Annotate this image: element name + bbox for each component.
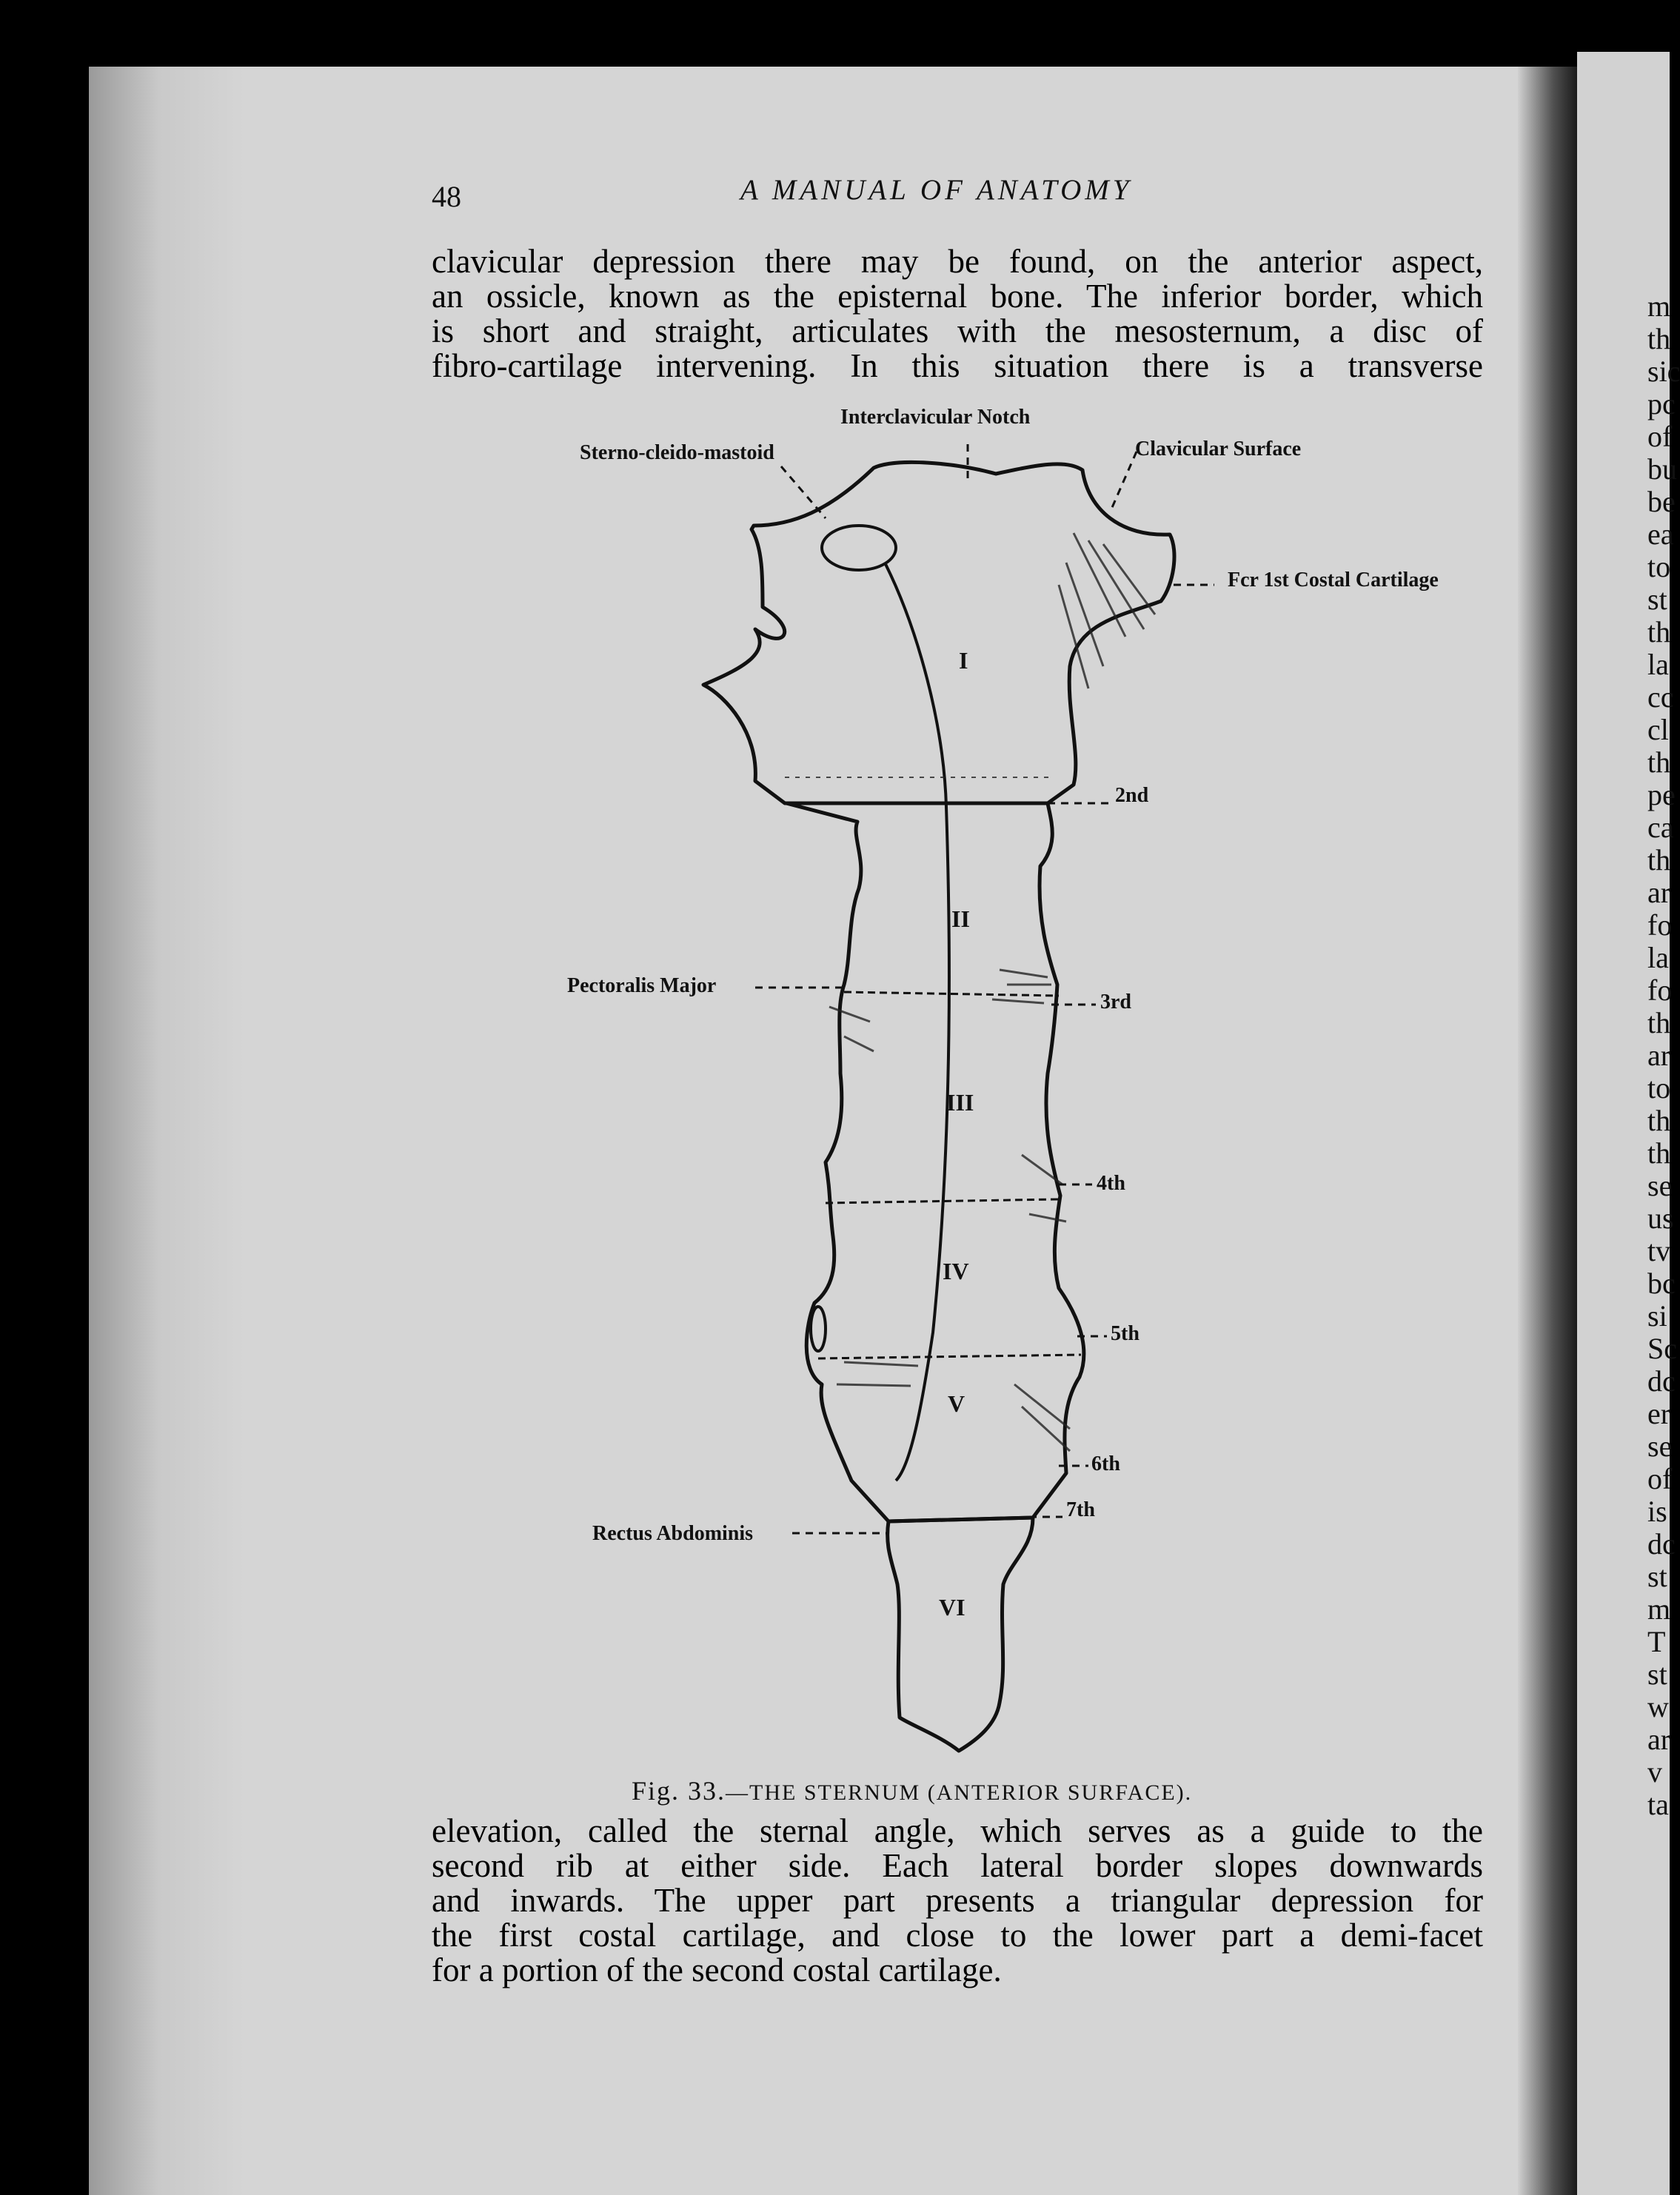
facing-page-fragment: th — [1647, 615, 1671, 649]
facing-page-fragment: ar — [1647, 876, 1671, 909]
facing-page-fragment: of — [1647, 1462, 1673, 1495]
facing-page-fragment: to — [1647, 550, 1671, 583]
segment-numeral: V — [948, 1390, 966, 1417]
facing-page-fragment: is — [1647, 1495, 1667, 1528]
facing-page-fragment: sic — [1647, 355, 1680, 388]
segment-numeral: III — [946, 1089, 974, 1116]
label-rectus-abdominis: Rectus Abdominis — [592, 1522, 754, 1545]
facing-page-fragment: se — [1647, 1169, 1673, 1202]
label-sixth-cartilage: 6th — [1091, 1452, 1120, 1475]
facing-page-fragment: cc — [1647, 680, 1674, 714]
label-fifth-cartilage: 5th — [1111, 1322, 1139, 1345]
facing-page-fragment: ar — [1647, 1039, 1671, 1072]
facing-page-fragment: w — [1647, 1690, 1669, 1723]
facing-page-fragment: la — [1647, 648, 1669, 681]
facing-page-fragment: st — [1647, 1560, 1667, 1593]
facing-page-fragment: st — [1647, 1658, 1667, 1691]
label-sterno-cleido-mastoid: Sterno-cleido-mastoid — [580, 441, 774, 464]
facing-page-fragment: th — [1647, 1006, 1671, 1039]
label-clavicular-surface: Clavicular Surface — [1135, 438, 1302, 460]
facing-page-fragment: fo — [1647, 908, 1673, 942]
facing-page-fragment: ca — [1647, 811, 1674, 844]
facing-page-fragment: se — [1647, 1430, 1673, 1463]
median-line — [885, 563, 949, 1481]
facing-page-fragment: v — [1647, 1755, 1662, 1789]
facing-page-fragment: la — [1647, 941, 1669, 974]
facing-page-fragment: m — [1647, 289, 1671, 323]
facing-page-fragment: us — [1647, 1202, 1674, 1235]
running-title: A MANUAL OF ANATOMY — [740, 174, 1133, 206]
facing-page-fragment: dc — [1647, 1527, 1676, 1561]
text-line: and inwards. The upper part presents a triangular depression for — [432, 1882, 1483, 1919]
text-line: is short and straight, articulates with the mesosternum, a disc of — [432, 312, 1483, 349]
facing-page-fragment: tv — [1647, 1234, 1671, 1267]
page-number: 48 — [432, 180, 461, 213]
label-interclavicular-notch: Interclavicular Notch — [840, 406, 1031, 429]
facing-page-fragment: ea — [1647, 517, 1674, 551]
facing-page-fragment: si — [1647, 1299, 1667, 1333]
facing-page-fragment: of — [1647, 420, 1673, 453]
text-line: second rib at either side. Each lateral border slopes downwards — [432, 1847, 1483, 1884]
segment-numeral: I — [959, 647, 968, 674]
facing-page-fragment: th — [1647, 843, 1671, 877]
segment-numeral: IV — [943, 1258, 969, 1284]
facing-page-fragment: th — [1647, 745, 1671, 779]
manubrium-outline — [703, 462, 1174, 803]
text-line: fibro-cartilage intervening. In this situation there is a transverse — [432, 347, 1483, 384]
sternum-body-outline — [786, 803, 1084, 1521]
facing-page-fragment: th — [1647, 1104, 1671, 1137]
label-first-costal-cartilage: Fcr 1st Costal Cartilage — [1228, 569, 1439, 592]
text-line: elevation, called the sternal angle, which serves as a guide to the — [432, 1812, 1483, 1849]
label-second-cartilage: 2nd — [1115, 784, 1149, 807]
segment-numeral: VI — [939, 1594, 966, 1621]
facing-page-fragment: to — [1647, 1071, 1671, 1105]
label-third-cartilage: 3rd — [1100, 991, 1131, 1013]
caption-figure-number: Fig. 33. — [632, 1776, 726, 1806]
segment-numeral: II — [951, 905, 970, 932]
facing-page-fragment: fo — [1647, 973, 1673, 1007]
text-line: an ossicle, known as the episternal bone. The inferior border, which — [432, 278, 1483, 315]
facing-page-fragment: th — [1647, 322, 1671, 355]
facing-page-fragment: m — [1647, 1592, 1671, 1626]
facing-page-fragment: bc — [1647, 1267, 1676, 1300]
paragraph-bottom — [432, 1814, 1483, 1988]
facing-page-fragment: er — [1647, 1397, 1671, 1430]
caption-title: —THE STERNUM (ANTERIOR SURFACE). — [726, 1780, 1193, 1805]
facing-page-fragment: dc — [1647, 1364, 1676, 1398]
facing-page-fragment: cl — [1647, 713, 1669, 746]
facing-page-fragment: th — [1647, 1136, 1671, 1170]
facing-page-fragment: st — [1647, 583, 1667, 616]
label-fourth-cartilage: 4th — [1097, 1172, 1125, 1195]
facing-page-fragment: T — [1647, 1625, 1666, 1658]
facing-page-fragment: ta — [1647, 1788, 1669, 1821]
label-seventh-cartilage: 7th — [1066, 1498, 1095, 1521]
facing-page-fragment: ar — [1647, 1723, 1671, 1756]
text-line: clavicular depression there may be found, on the anterior aspect, — [432, 243, 1483, 280]
text-line: the first costal cartilage, and close to the lower part a demi-facet — [432, 1917, 1483, 1954]
facing-page-fragment: Sc — [1647, 1332, 1677, 1365]
facing-page-fragment: bu — [1647, 452, 1677, 486]
facing-page-fragment: pe — [1647, 778, 1676, 811]
label-pectoralis-major: Pectoralis Major — [567, 974, 717, 997]
xiphoid-outline — [888, 1518, 1033, 1751]
figure-caption — [632, 1775, 1192, 1806]
facing-page-fragment: be — [1647, 485, 1676, 518]
text-line: for a portion of the second costal cartilage. — [432, 1951, 1002, 1988]
facing-page-fragment: pc — [1647, 387, 1676, 420]
